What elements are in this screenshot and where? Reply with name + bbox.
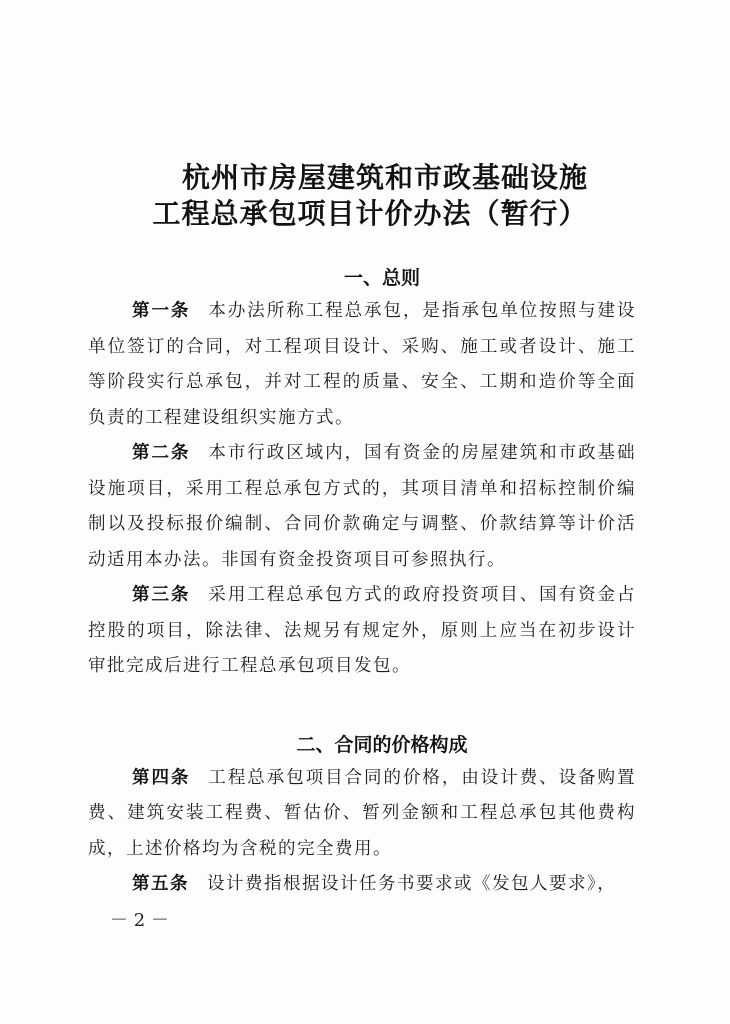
article-5-label: 第五条 (132, 874, 189, 894)
title-line-1: 杭州市房屋建筑和市政基础设施 (181, 161, 588, 194)
article-1 (88, 294, 636, 436)
title-line-2: 工程总承包项目计价办法（暂行） (152, 197, 588, 230)
document-title (0, 160, 730, 232)
article-2-label: 第二条 (132, 443, 191, 463)
page-number: － 2 － (110, 910, 169, 931)
article-2-text: 本市行政区域内，国有资金的房屋建筑和市政基础设施项目，采用工程总承包方式的，其项目清单和招标控制价编制以及投标报价编制、合同价款确定与调整、价款结算等计价活动适用本办法。非国有资金投资项目可参照执行。 (88, 443, 636, 570)
article-2 (88, 436, 636, 578)
article-5 (88, 867, 636, 903)
section-heading-general: 一、总则 (343, 267, 420, 289)
article-4-text: 工程总承包项目合同的价格，由设计费、设备购置费、建筑安装工程费、暂估价、暂列金额和工程总承包其他费构成，上述价格均为含税的完全费用。 (88, 767, 636, 859)
article-4 (88, 761, 636, 868)
article-5-text: 设计费指根据设计任务书要求或《发包人要求》， (207, 874, 617, 894)
article-1-text: 本办法所称工程总承包，是指承包单位按照与建设单位签订的合同，对工程项目设计、采购、施工或者设计、施工等阶段实行总承包，并对工程的质量、安全、工期和造价等全面负责的工程建设组织实施方式。 (88, 301, 636, 428)
article-3-text: 采用工程总承包方式的政府投资项目、国有资金占控股的项目，除法律、法规另有规定外，原则上应当在初步设计审批完成后进行工程总承包项目发包。 (88, 585, 636, 676)
article-3 (88, 578, 636, 685)
article-3-label: 第三条 (132, 585, 191, 605)
section-heading-price-composition: 二、合同的价格构成 (296, 733, 468, 756)
article-1-label: 第一条 (132, 301, 191, 321)
document-body (88, 262, 636, 903)
article-4-label: 第四条 (132, 767, 191, 788)
